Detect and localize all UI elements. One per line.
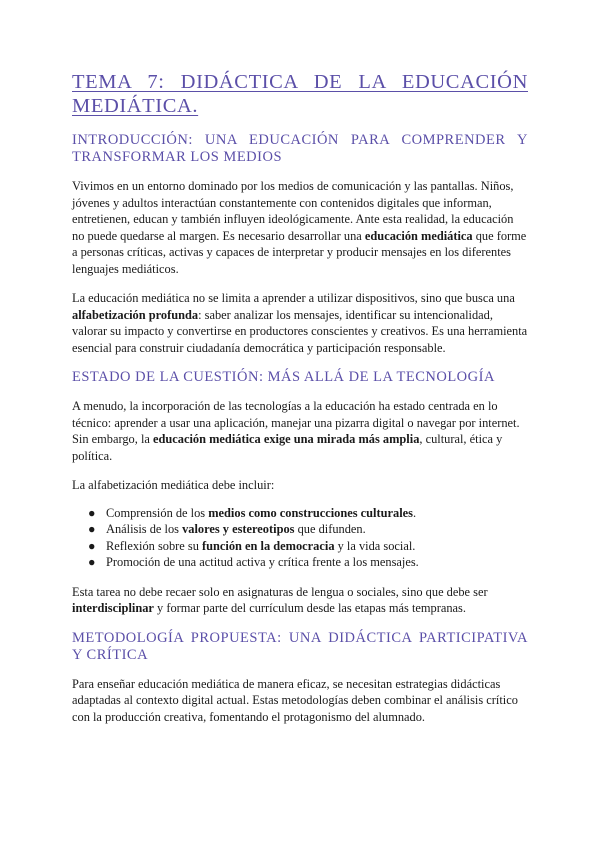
text-run: Reflexión sobre su <box>106 538 203 553</box>
estado-paragraph-3 <box>72 584 528 617</box>
text-run: : saber analizar los mensajes, identificar su intencionalidad, valorar su impacto y convertirse en productores conscientes y creativos. Es una herramienta esencial para construir ciudadanía democrática y participación responsable. <box>72 307 528 355</box>
list-item <box>88 554 528 571</box>
list-item <box>88 505 528 522</box>
text-run: que difunden. <box>294 522 366 536</box>
bold-term: valores y estereotipos <box>182 522 295 536</box>
metodologia-paragraph-1: Para enseñar educación mediática de manera eficaz, se necesitan estrategias didácticas adaptadas al contexto digital actual. Estas metodologías deben combinar el análisis crítico con la producción creativa, fomentando el protagonismo del alumnado. <box>72 676 518 724</box>
section-heading-introduccion: INTRODUCCIÓN: UNA EDUCACIÓN PARA COMPRENDER Y TRANSFORMAR LOS MEDIOS <box>72 132 528 165</box>
bullet-icon: ● <box>88 555 96 569</box>
list-item <box>88 538 528 555</box>
bullet-icon: ● <box>88 522 96 536</box>
bold-term: interdisciplinar <box>72 601 154 615</box>
text-run: . <box>412 505 417 520</box>
text-run: La educación mediática no se limita a aprender a utilizar dispositivos, sino que busca una <box>72 291 515 305</box>
text-run: y la vida social. <box>334 538 416 553</box>
bullet-icon: ● <box>88 505 96 520</box>
estado-paragraph-2: La alfabetización mediática debe incluir: <box>72 478 275 492</box>
text-run: y formar parte del currículum desde las etapas más tempranas. <box>153 601 466 615</box>
text-run: que forme a personas críticas, activas y capaces de interpretar y producir mensajes en los diferentes lenguajes mediáticos. <box>72 228 527 276</box>
bold-term: alfabetización profunda <box>72 307 199 322</box>
section-heading-metodologia: METODOLOGÍA PROPUESTA: UNA DIDÁCTICA PARTICIPATIVA Y CRÍTICA <box>72 629 528 663</box>
text-run: Análisis de los <box>106 522 183 536</box>
text-run: A menudo, la incorporación de las tecnologías a la educación ha estado centrada en lo técnico: aprender a usar una aplicación, manejar una pizarra digital o navegar por internet. Sin embargo, la <box>72 399 520 446</box>
text-run: Vivimos en un entorno dominado por los medios de comunicación y las pantallas. Niños, jóvenes y adultos interactúan constantemente con contenidos digitales que informan, entretienen, educan y también influyen ideológicamente. Ante esta realidad, la educación no puede quedarse al margen. Es necesario desarrollar una <box>72 179 514 243</box>
text-run: , cultural, ética y política. <box>72 432 503 463</box>
section-heading-estado: ESTADO DE LA CUESTIÓN: MÁS ALLÁ DE LA TECNOLOGÍA <box>72 369 495 385</box>
bullet-icon: ● <box>88 538 96 553</box>
bullet-list <box>72 505 528 571</box>
document-title: TEMA 7: DIDÁCTICA DE LA EDUCACIÓN MEDIÁTICA. <box>72 71 528 117</box>
text-run: Esta tarea no debe recaer solo en asignaturas de lengua o sociales, sino que debe ser <box>72 584 488 599</box>
estado-paragraph-1 <box>72 398 528 464</box>
intro-paragraph-2 <box>72 290 528 356</box>
bold-term: medios como construcciones culturales <box>208 505 413 520</box>
list-item <box>88 521 528 538</box>
intro-paragraph-1 <box>72 178 528 277</box>
bold-term: educación mediática exige una mirada más amplia <box>153 432 420 446</box>
text-run: Comprensión de los <box>106 505 209 520</box>
bold-term: educación mediática <box>364 228 473 243</box>
text-run: Promoción de una actitud activa y crítica frente a los mensajes. <box>106 555 419 569</box>
bold-term: función en la democracia <box>202 538 335 553</box>
